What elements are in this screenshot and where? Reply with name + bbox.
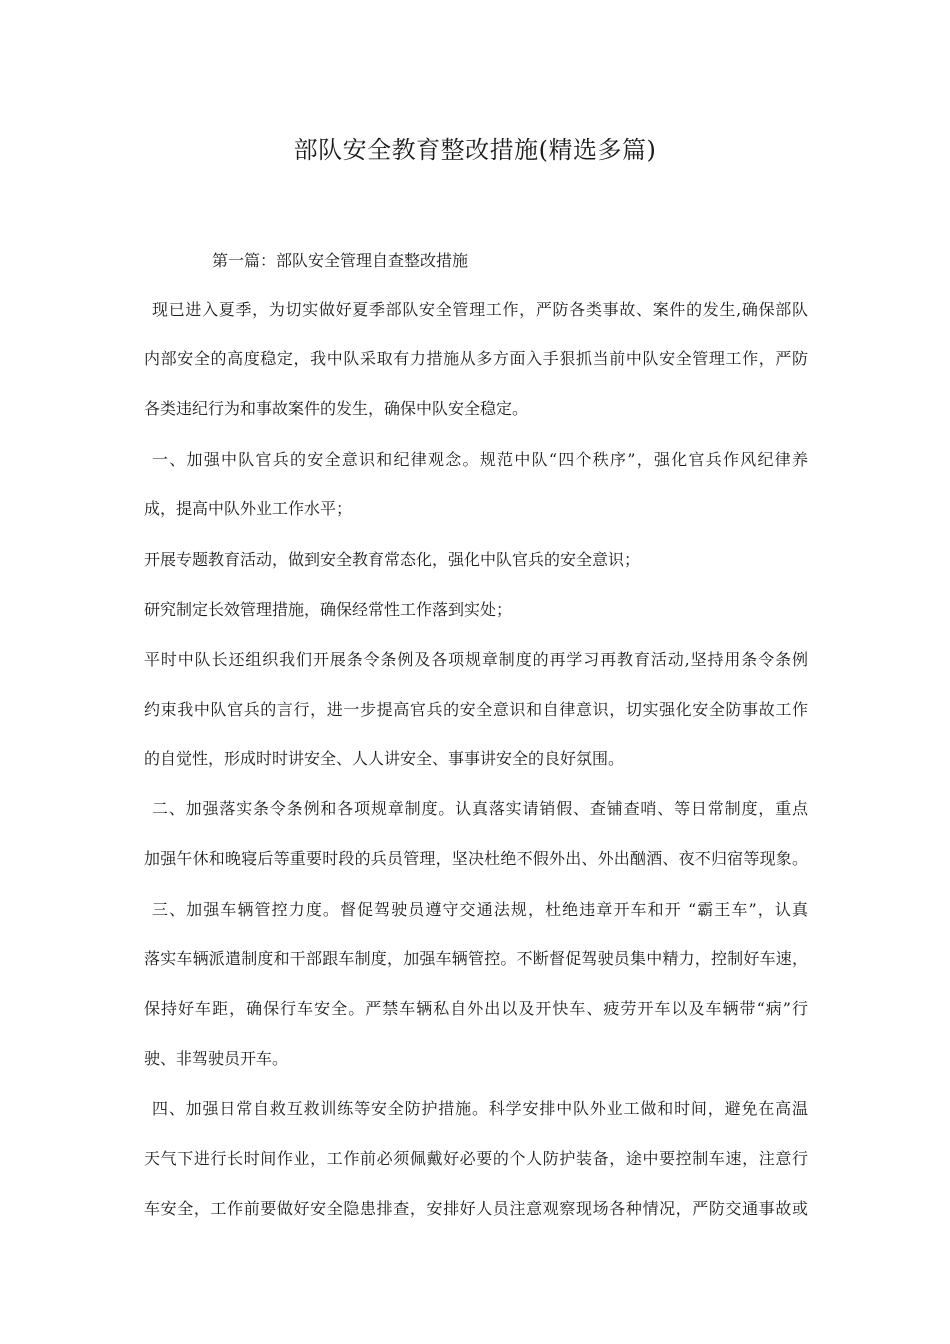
paragraph-line: 四、加强日常自救互救训练等安全防护措施。科学安排中队外业工做和时间，避免在高温	[152, 1099, 808, 1118]
paragraph-line: 车安全，工作前要做好安全隐患排查，安排好人员注意观察现场各种情况，严防交通事故或	[144, 1199, 808, 1218]
paragraph-line: 现已进入夏季，为切实做好夏季部队安全管理工作，严防各类事故、案件的发生,确保部队	[152, 300, 808, 319]
paragraph-line: 落实车辆派遣制度和干部跟车制度，加强车辆管控。不断督促驾驶员集中精力，控制好车速，	[144, 949, 808, 968]
paragraph-line: 天气下进行长时间作业，工作前必须佩戴好必要的个人防护装备，途中要控制车速，注意行	[144, 1149, 808, 1168]
paragraph-line: 开展专题教育活动，做到安全教育常态化，强化中队官兵的安全意识；	[144, 550, 641, 569]
paragraph-line: 保持好车距，确保行车安全。严禁车辆私自外出以及开快车、疲劳开车以及车辆带“病”行	[144, 999, 808, 1018]
paragraph-line: 各类违纪行为和事故案件的发生，确保中队安全稳定。	[144, 399, 529, 418]
document-title: 部队安全教育整改措施(精选多篇)	[293, 136, 657, 164]
section-heading: 第一篇：部队安全管理自查整改措施	[212, 251, 469, 270]
paragraph-line: 驶、非驾驶员开车。	[144, 1049, 289, 1068]
paragraph-line: 一、加强中队官兵的安全意识和纪律观念。规范中队“四个秩序”，强化官兵作风纪律养	[152, 450, 808, 469]
paragraph-line: 成，提高中队外业工作水平；	[144, 499, 353, 518]
paragraph-line: 的自觉性，形成时时讲安全、人人讲安全、事事讲安全的良好氛围。	[144, 749, 625, 768]
paragraph-line: 平时中队长还组织我们开展条令条例及各项规章制度的再学习再教育活动,坚持用条令条例	[144, 650, 808, 669]
paragraph-line: 研究制定长效管理措施，确保经常性工作落到实处；	[144, 600, 513, 619]
paragraph-line: 加强午休和晚寝后等重要时段的兵员管理，坚决杜绝不假外出、外出酗酒、夜不归宿等现象。	[144, 849, 808, 868]
paragraph-line: 约束我中队官兵的言行，进一步提高官兵的安全意识和自律意识，切实强化安全防事故工作	[144, 700, 808, 719]
paragraph-line: 二、加强落实条令条例和各项规章制度。认真落实请销假、查铺查哨、等日常制度，重点	[152, 799, 808, 818]
paragraph-line: 内部安全的高度稳定，我中队采取有力措施从多方面入手狠抓当前中队安全管理工作，严防	[144, 349, 808, 368]
paragraph-line: 三、加强车辆管控力度。督促驾驶员遵守交通法规，杜绝违章开车和开 “霸王车”，认真	[152, 900, 808, 919]
